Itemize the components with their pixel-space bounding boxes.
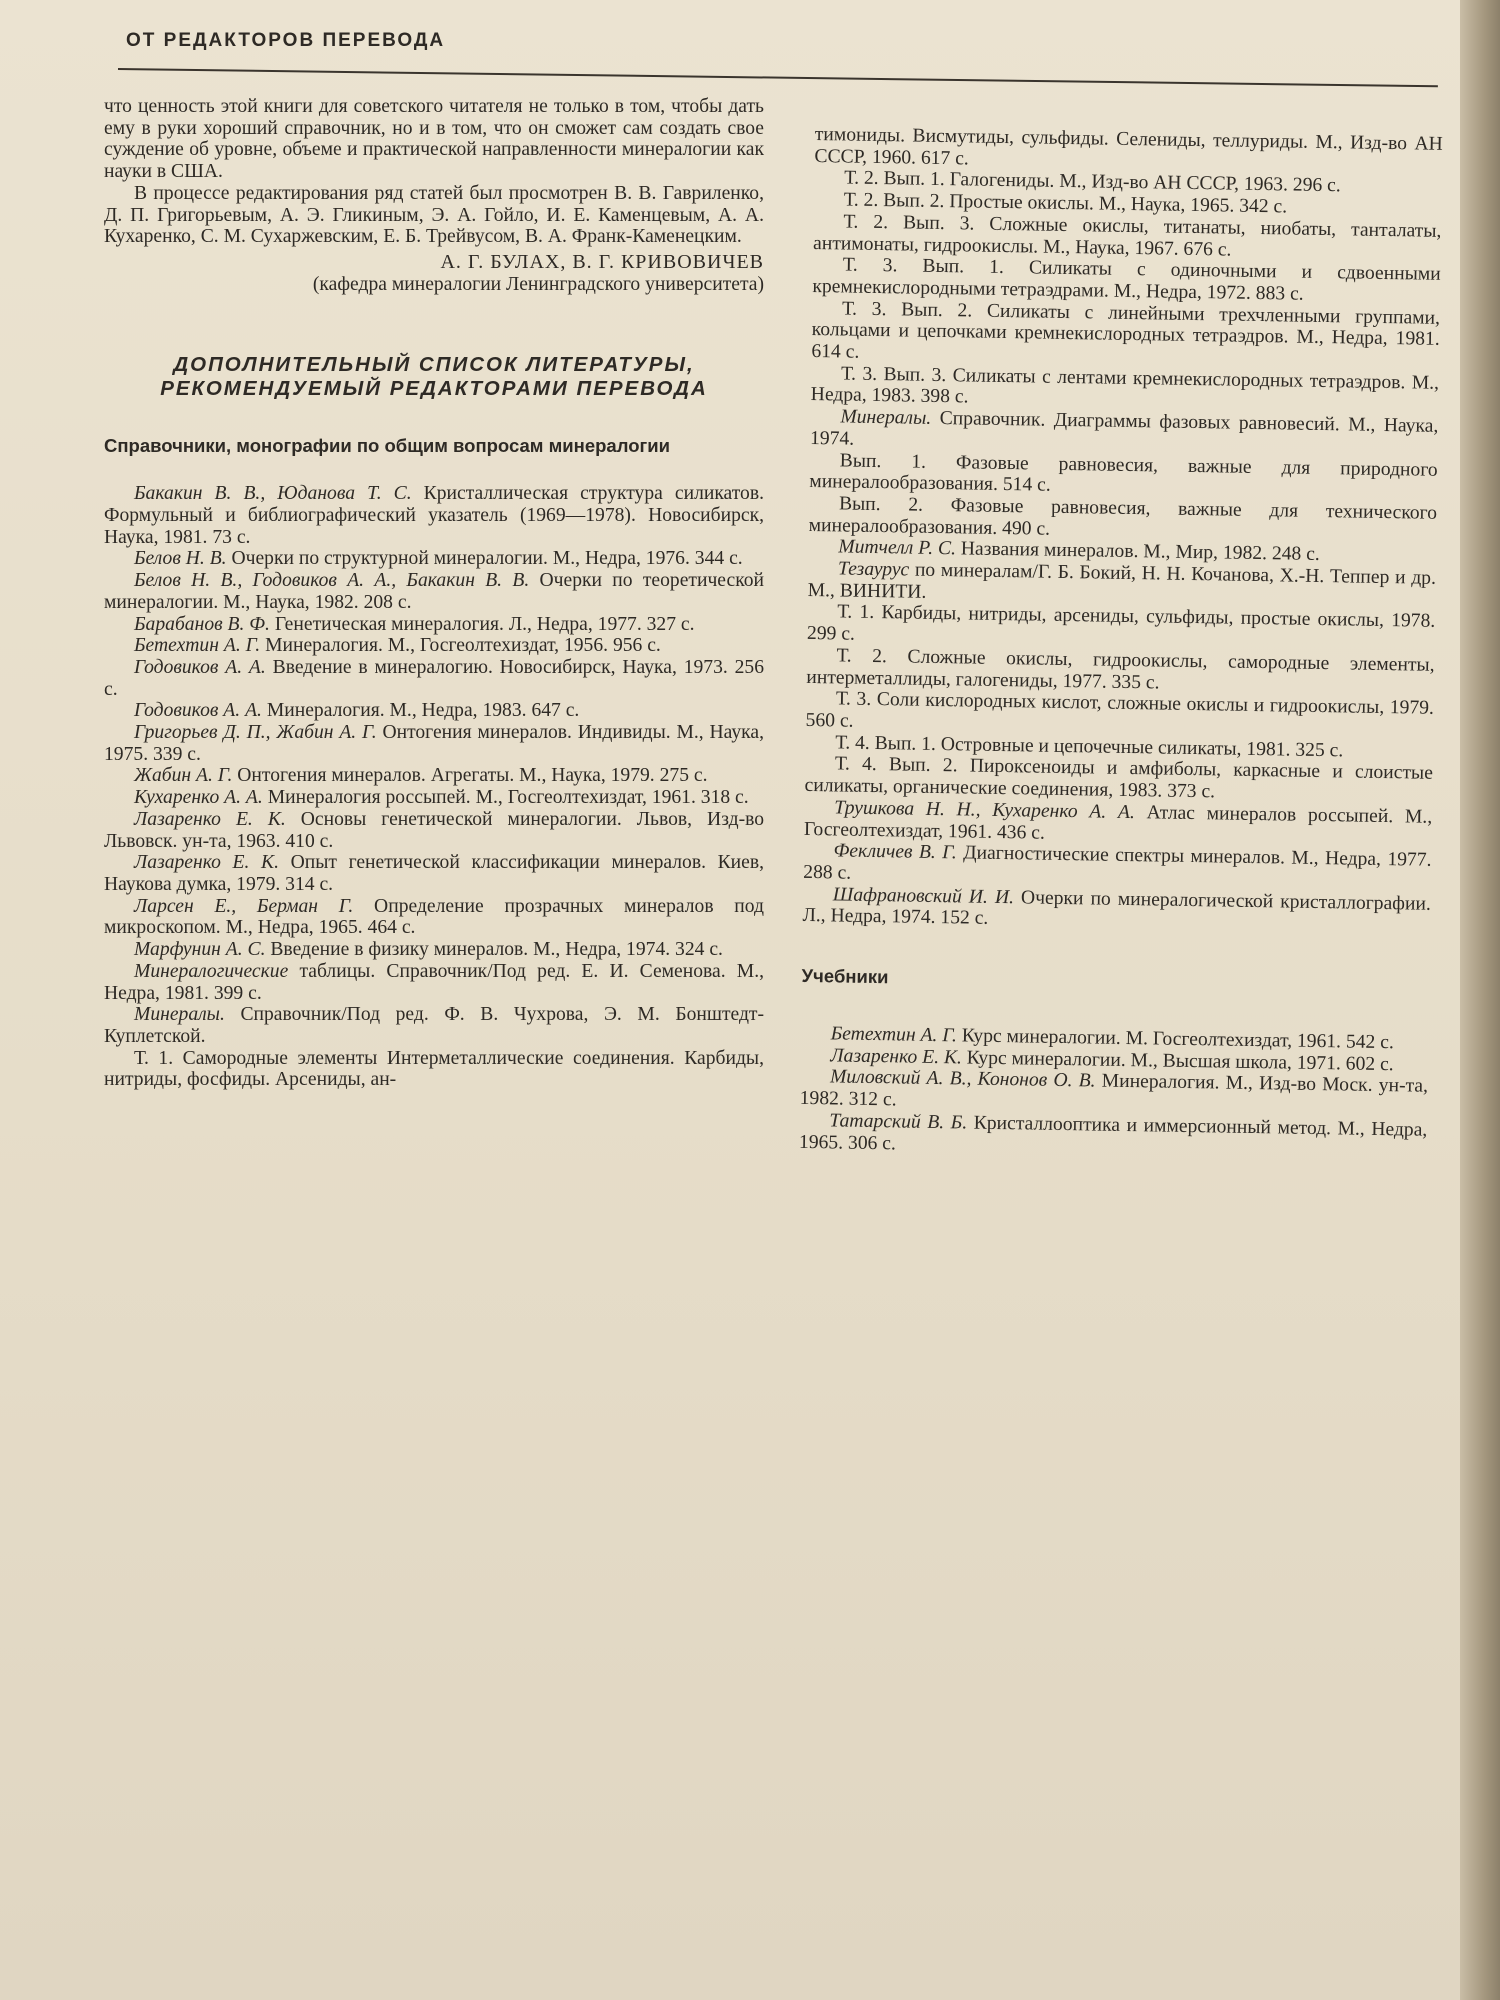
reference-text: Диагностические спектры минералов. М., Недра, 1977. 288 с.	[803, 842, 1432, 884]
reference-author: Бакакин В. В., Юданова Т. С.	[134, 483, 412, 505]
reference-text: Очерки по структурной минералогии. М., Недра, 1976. 344 с.	[226, 548, 743, 570]
reference-text: Очерки по теоретической минералогии. М., Наука, 1982. 208 с.	[104, 570, 764, 613]
reference-text: Т. 3. Вып. 1. Силикаты с одиночными и сдвоенными кремнекислородными тетраэдрами. М., Недра, 1972. 883 с.	[812, 254, 1441, 305]
bibliography-heading: ДОПОЛНИТЕЛЬНЫЙ СПИСОК ЛИТЕРАТУРЫ, РЕКОМЕНДУЕМЫЙ РЕДАКТОРАМИ ПЕРЕВОДА	[160, 353, 708, 401]
reference-entry	[802, 884, 1431, 937]
reference-author: Бетехтин А. Г.	[830, 1023, 958, 1047]
reference-text: Очерки по минералогической кристаллографии. Л., Недра, 1974. 152 с.	[802, 886, 1431, 930]
reference-entry	[104, 896, 764, 939]
reference-author: Минералы.	[134, 1004, 225, 1026]
reference-text: Минералогия. М., Госгеолтехиздат, 1956. 956 с.	[260, 635, 661, 657]
running-head: ОТ РЕДАКТОРОВ ПЕРЕВОДА	[126, 30, 446, 51]
right-column	[799, 124, 1443, 1163]
reference-text: Т. 4. Вып. 2. Пироксеноиды и амфиболы, каркасные и слоистые силикаты, органические соединения, 1983. 373 с.	[804, 753, 1434, 803]
reference-text: Т. 2. Сложные окислы, гидроокислы, самородные элементы, интерметаллиды, галогениды, 1977. 335 с.	[806, 645, 1435, 694]
reference-text: Атлас минералов россыпей. М., Госгеолтехиздат, 1961. 436 с.	[803, 801, 1433, 844]
reference-text: Т. 4. Вып. 1. Островные и цепочечные силикаты, 1981. 325 с.	[835, 732, 1344, 762]
intro-paragraph: что ценность этой книги для советского читателя не только в том, чтобы дать ему в руки хороший справочник, но и в том, что он сможет сам создать свое суждение об уровне, объеме и практической направленности минералогии как науки в США.	[104, 96, 764, 183]
reference-text: Онтогения минералов. Агрегаты. М., Наука, 1979. 275 с.	[232, 765, 708, 787]
reference-entry	[104, 852, 764, 895]
reference-text: Названия минералов. М., Мир, 1982. 248 с.	[955, 538, 1320, 566]
reference-text: Т. 2. Вып. 2. Простые окислы. М., Наука, 1965. 342 с.	[843, 189, 1288, 218]
reference-entry	[104, 548, 764, 570]
reference-author: Татарский В. Б.	[829, 1110, 968, 1134]
reference-author: Бетехтин А. Г.	[134, 635, 261, 657]
reference-author: Лазаренко Е. К.	[134, 852, 279, 874]
reference-author: Кухаренко А. А.	[134, 787, 263, 809]
reference-text: Основы генетической минералогии. Львов, Изд-во Львовск. ун-та, 1963. 410 с.	[104, 808, 765, 852]
reference-text: Т. 1. Карбиды, нитриды, арсениды, сульфиды, простые окислы, 1978. 299 с.	[806, 601, 1436, 645]
reference-entry	[104, 483, 764, 548]
reference-author: Григорьев Д. П., Жабин А. Г.	[134, 722, 377, 744]
reference-text: Курс минералогии. М., Высшая школа, 1971. 602 с.	[961, 1047, 1394, 1075]
reference-text: Кристаллооптика и иммерсионный метод. М., Недра, 1965. 306 с.	[798, 1112, 1428, 1154]
department: (кафедра минералогии Ленинградского университета)	[312, 273, 764, 295]
reference-author: Годовиков А. А.	[134, 700, 262, 722]
reference-text: таблицы. Справочник/Под ред. Е. И. Семенова. М., Недра, 1981. 399 с.	[104, 960, 764, 1004]
reference-author: Жабин А. Г.	[134, 765, 233, 787]
reference-entry	[104, 809, 764, 852]
reference-entry	[104, 657, 764, 700]
reference-entry	[104, 635, 764, 657]
reference-text: Вып. 1. Фазовые равновесия, важные для природного минералообразования. 514 с.	[809, 449, 1438, 496]
book-edge	[1460, 0, 1500, 2000]
reference-text: Введение в физику минералов. М., Недра, 1974. 324 с.	[265, 939, 723, 961]
reference-author: Барабанов В. Ф.	[134, 613, 270, 635]
reference-entry	[104, 614, 764, 636]
reference-author: Ларсен Е., Берман Г.	[134, 895, 354, 917]
reference-text: Справочник/Под ред. Ф. В. Чухрова, Э. М. Бонштедт-Куплетской.	[104, 1004, 764, 1047]
reference-entry	[104, 1004, 764, 1047]
reference-author: Белов Н. В., Годовиков А. А., Бакакин В. В.	[134, 570, 530, 592]
reference-text: Введение в минералогию. Новосибирск, Наука, 1973. 256 с.	[104, 656, 764, 700]
reference-author: Белов Н. В.	[134, 548, 227, 570]
reference-entry	[104, 787, 764, 809]
reference-continuation: тимониды. Висмутиды, сульфиды. Селениды, теллуриды. М., Изд-во АН СССР, 1960. 617 с.	[814, 124, 1443, 170]
reference-text: Справочник. Диаграммы фазовых равновесий. М., Наука, 1974.	[809, 408, 1439, 450]
reference-text: Минералогия россыпей. М., Госгеолтехиздат, 1961. 318 с.	[262, 787, 749, 809]
reference-text: Онтогения минералов. Индивиды. М., Наука, 1975. 339 с.	[104, 722, 764, 765]
reference-entry	[104, 961, 764, 1004]
reference-text: Курс минералогии. М. Госгеолтехиздат, 1961. 542 с.	[956, 1025, 1394, 1054]
reference-text: Вып. 2. Фазовые равновесия, важные для технического минералообразования. 490 с.	[808, 493, 1438, 540]
reference-text: по минералам/Г. Б. Бокий, Н. Н. Кочанова, Х.-Н. Теппер и др. М., ВИНИТИ.	[807, 559, 1437, 603]
reference-author: Минералогические	[134, 960, 289, 982]
reference-author: Лазаренко Е. К.	[830, 1045, 963, 1069]
reference-entry	[104, 765, 764, 787]
reference-author: Шафрановский И. И.	[832, 883, 1015, 908]
signature: А. Г. БУЛАХ, В. Г. КРИВОВИЧЕВ	[440, 250, 764, 273]
reference-author: Миловский А. В., Кононов О. В.	[829, 1066, 1096, 1092]
reference-author: Фекличев В. Г.	[833, 840, 957, 864]
reference-entry	[104, 570, 764, 613]
reference-entry	[811, 298, 1440, 373]
reference-text: Т. 2. Вып. 1. Галогениды. М., Изд-во АН СССР, 1963. 296 с.	[843, 167, 1341, 197]
reference-author: Марфунин А. С.	[134, 939, 266, 961]
reference-text: Т. 3. Вып. 2. Силикаты с линейными трехчленными группами, кольцами и цепочками кремнекислородных тетраэдров. М., Недра, 1981. 614 с.	[811, 298, 1441, 363]
reference-entry	[799, 1110, 1428, 1163]
intro-paragraph: В процессе редактирования ряд статей был просмотрен В. В. Гавриленко, Д. П. Григорьевым, А. Э. Гликиным, Э. А. Гойло, И. Е. Каменцевым, А. А. Кухаренко, С. М. Сухаржевским, Е. Б. Трейвусом, В. А. Франк-Каменецким.	[104, 182, 764, 248]
reference-text: Минералогия. М., Изд-во Моск. ун-та, 1982. 312 с.	[799, 1070, 1429, 1111]
reference-author: Митчелл Р. С.	[838, 536, 957, 560]
section-heading-reference-books: Справочники, монографии по общим вопросам минералогии	[104, 435, 670, 457]
reference-author: Тезаурус	[837, 558, 910, 581]
reference-text: Т. 3. Вып. 3. Силикаты с лентами кремнекислородных тетраэдров. М., Недра, 1983. 398 с.	[810, 363, 1440, 408]
reference-text: Определение прозрачных минералов под микроскопом. М., Недра, 1965. 464 с.	[104, 895, 764, 939]
reference-list	[799, 1023, 1429, 1163]
reference-text: Опыт генетической классификации минералов. Киев, Наукова думка, 1979. 314 с.	[104, 852, 764, 895]
reference-entry	[104, 1048, 764, 1091]
header-rule	[118, 68, 1438, 87]
reference-entry	[104, 939, 764, 961]
reference-text: Т. 1. Самородные элементы Интерметаллические соединения. Карбиды, нитриды, фосфиды. Арсениды, ан-	[104, 1047, 764, 1091]
reference-text: Т. 2. Вып. 3. Сложные окислы, титанаты, ниобаты, танталаты, антимонаты, гидроокислы. М., Наука, 1967. 676 с.	[812, 211, 1442, 261]
reference-text: Кристаллическая структура силикатов. Формульный и библиографический указатель (1969—1978). Новосибирск, Наука, 1981. 73 с.	[104, 483, 764, 548]
reference-author: Минералы.	[840, 406, 932, 430]
reference-text: Генетическая минералогия. Л., Недра, 1977. 327 с.	[269, 613, 695, 635]
reference-author: Годовиков А. А.	[134, 656, 266, 678]
reference-author: Лазаренко Е. К.	[134, 808, 286, 830]
reference-entry	[104, 722, 764, 765]
reference-text: Т. 3. Соли кислородных кислот, сложные окислы и гидроокислы, 1979. 560 с.	[805, 688, 1435, 732]
reference-list	[104, 483, 764, 1091]
section-heading-textbooks: Учебники	[801, 964, 889, 988]
reference-list	[802, 167, 1442, 936]
left-column	[104, 96, 764, 1091]
reference-author: Трушкова Н. Н., Кухаренко А. А.	[834, 797, 1135, 823]
reference-text: Минералогия. М., Недра, 1983. 647 с.	[261, 700, 580, 722]
reference-entry	[104, 700, 764, 722]
